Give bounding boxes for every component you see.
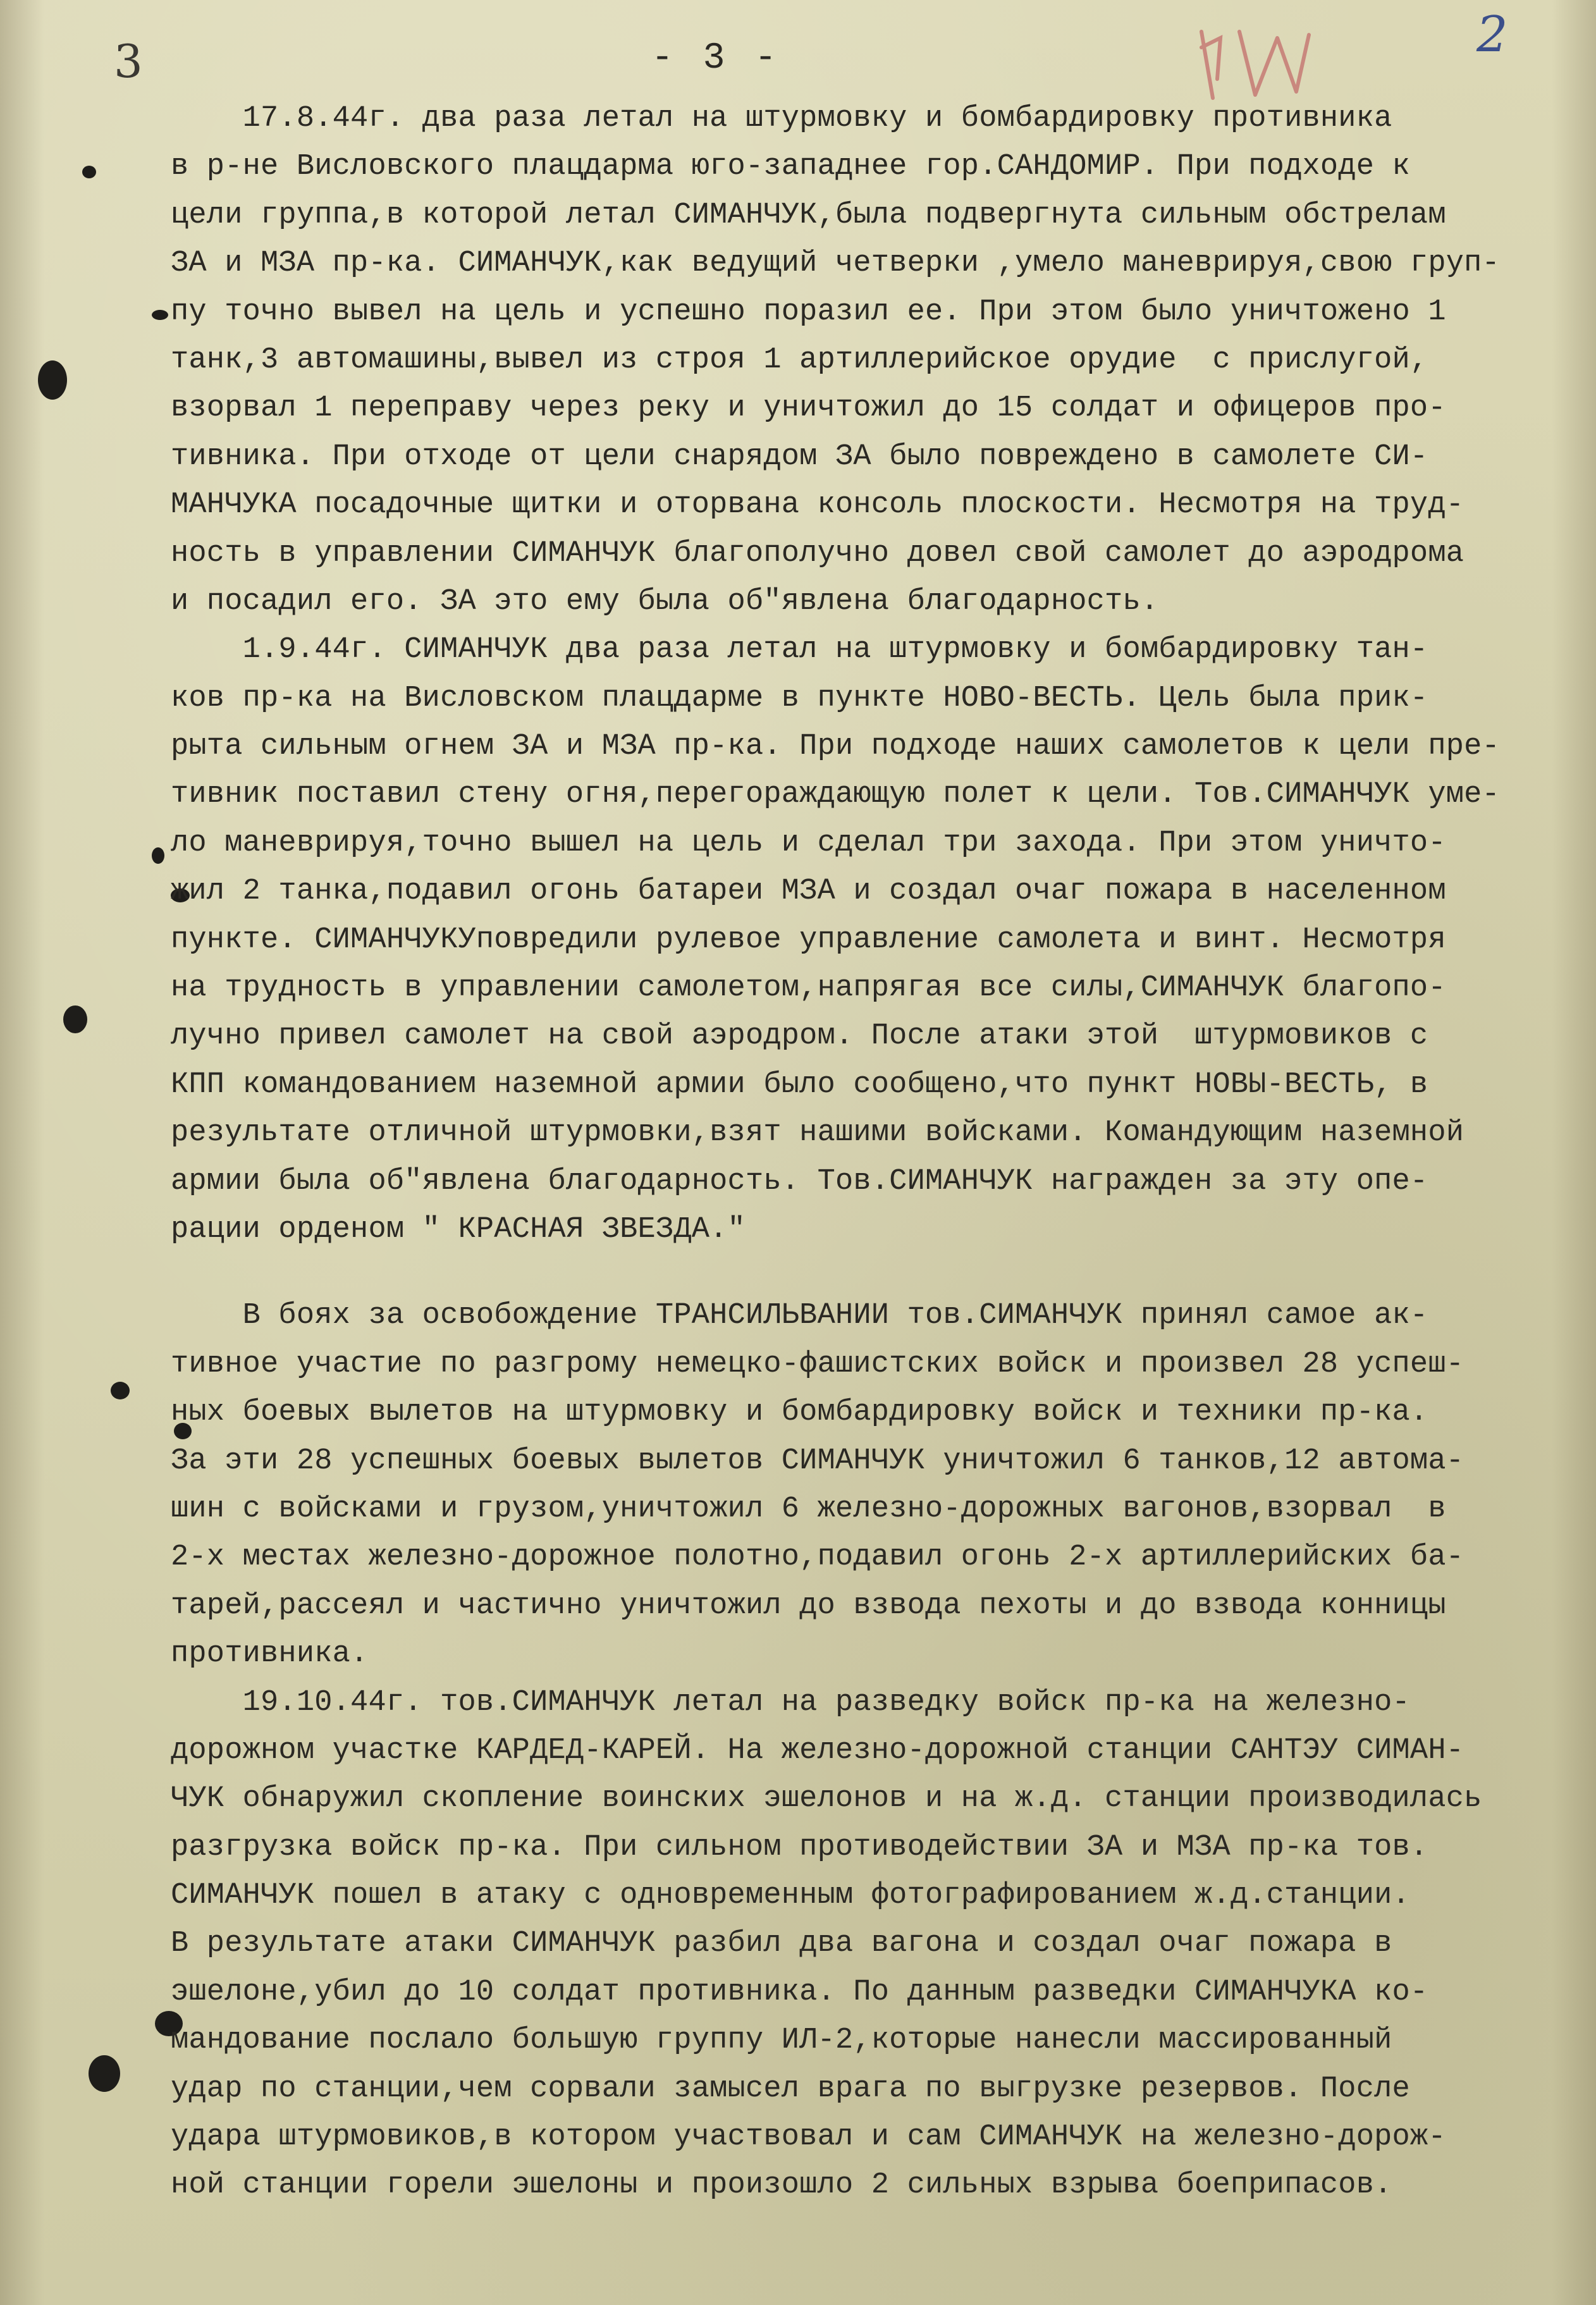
paragraph xyxy=(171,95,1575,626)
text-line: За эти 28 успешных боевых вылетов СИМАНЧУК уничтожил 6 танков,12 автома- xyxy=(171,1444,1464,1478)
text-line: эшелоне,убил до 10 солдат противника. По данным разведки СИМАНЧУКА ко- xyxy=(171,1975,1428,2009)
text-line: лучно привел самолет на свой аэродром. После атаки этой штурмовиков с xyxy=(171,1019,1428,1054)
text-line: тарей,рассеял и частично уничтожил до взвода пехоты и до взвода конницы xyxy=(171,1589,1446,1623)
binding-hole xyxy=(38,360,67,400)
handwritten-mark-icon xyxy=(1195,19,1315,108)
text-line: танк,3 автомашины,вывел из строя 1 артиллерийское орудие с прислугой, xyxy=(171,343,1428,377)
text-line: тивное участие по разгрому немецко-фашистских войск и произвел 28 успеш- xyxy=(171,1347,1464,1381)
text-line: пу точно вывел на цель и успешно поразил ее. При этом было уничтожено 1 xyxy=(171,295,1446,329)
text-line: КПП командованием наземной армии было сообщено,что пункт НОВЫ-ВЕСТЬ, в xyxy=(171,1067,1428,1102)
text-line: армии была об"явлена благодарность. Тов.СИМАНЧУК награжден за эту опе- xyxy=(171,1164,1428,1198)
handwritten-folio-number: 2 xyxy=(1476,6,1508,63)
text-line: рации орденом " КРАСНАЯ ЗВЕЗДА." xyxy=(171,1212,746,1246)
archive-sheet-number: 3 xyxy=(114,35,143,88)
text-line: разгрузка войск пр-ка. При сильном противодействии ЗА и МЗА пр-ка тов. xyxy=(171,1830,1428,1864)
text-line: противника. xyxy=(171,1637,369,1671)
binding-hole xyxy=(152,847,164,864)
text-line: ЧУК обнаружил скопление воинских эшелонов и на ж.д. станции производилась xyxy=(171,1782,1482,1816)
text-line: ков пр-ка на Висловском плацдарме в пункте НОВО-ВЕСТЬ. Цель была прик- xyxy=(171,681,1428,715)
page-number: - 3 - xyxy=(651,38,781,79)
text-line: рыта сильным огнем ЗА и МЗА пр-ка. При подходе наших самолетов к цели пре- xyxy=(171,730,1500,764)
binding-hole xyxy=(152,310,168,320)
text-line: удара штурмовиков,в котором участвовал и сам СИМАНЧУК на железно-дорож- xyxy=(171,2120,1446,2154)
binding-hole xyxy=(63,1005,87,1033)
text-line: и посадил его. ЗА это ему была об"явлена благодарность. xyxy=(171,584,1159,618)
text-line: на трудность в управлении самолетом,напрягая все силы,СИМАНЧУК благопо- xyxy=(171,971,1446,1005)
text-line: удар по станции,чем сорвали замысел врага по выгрузке резервов. После xyxy=(171,2072,1410,2106)
text-line: ной станции горели эшелоны и произошло 2 сильных взрыва боеприпасов. xyxy=(171,2168,1392,2203)
text-line: В боях за освобождение ТРАНСИЛЬВАНИИ тов.СИМАНЧУК принял самое ак- xyxy=(171,1299,1428,1333)
text-line: тивник поставил стену огня,перегораждающую полет к цели. Тов.СИМАНЧУК уме- xyxy=(171,778,1500,812)
text-line: мандование послало большую группу ИЛ-2,которые нанесли массированный xyxy=(171,2024,1392,2058)
document-body xyxy=(171,95,1575,2210)
text-line: В результате атаки СИМАНЧУК разбил два вагона и создал очаг пожара в xyxy=(171,1927,1392,1961)
text-line: цели группа,в которой летал СИМАНЧУК,была подвергнута сильным обстрелам xyxy=(171,198,1446,232)
binding-hole xyxy=(89,2055,120,2092)
text-line: в р-не Висловского плацдарма юго-западнее гор.САНДОМИР. При подходе к xyxy=(171,150,1410,184)
text-line: жил 2 танка,подавил огонь батареи МЗА и создал очаг пожара в населенном xyxy=(171,875,1446,909)
text-line: СИМАНЧУК пошел в атаку с одновременным фотографированием ж.д.станции. xyxy=(171,1879,1410,1913)
paragraph xyxy=(171,1679,1575,2210)
text-line: ло маневрируя,точно вышел на цель и сделал три захода. При этом уничто- xyxy=(171,826,1446,860)
paragraph-gap xyxy=(171,1254,1575,1292)
text-line: ных боевых вылетов на штурмовку и бомбардировку войск и техники пр-ка. xyxy=(171,1396,1428,1430)
binding-hole xyxy=(82,166,96,178)
binding-hole xyxy=(111,1382,130,1399)
text-line: ЗА и МЗА пр-ка. СИМАНЧУК,как ведущий четверки ,умело маневрируя,свою груп- xyxy=(171,247,1500,281)
text-line: 2-х местах железно-дорожное полотно,подавил огонь 2-х артиллерийских ба- xyxy=(171,1540,1464,1575)
text-line: тивника. При отходе от цели снарядом ЗА было повреждено в самолете СИ- xyxy=(171,439,1428,474)
text-line: шин с войсками и грузом,уничтожил 6 железно-дорожных вагонов,взорвал в xyxy=(171,1492,1446,1526)
text-line: ность в управлении СИМАНЧУК благополучно довел свой самолет до аэродрома xyxy=(171,536,1464,570)
page-edge-left xyxy=(0,0,44,2305)
text-line: МАНЧУКА посадочные щитки и оторвана консоль плоскости. Несмотря на труд- xyxy=(171,488,1464,522)
text-line: 17.8.44г. два раза летал на штурмовку и бомбардировку противника xyxy=(171,102,1392,135)
text-line: 19.10.44г. тов.СИМАНЧУК летал на разведку войск пр-ка на железно- xyxy=(171,1685,1410,1719)
text-line: пункте. СИМАНЧУКУповредили рулевое управление самолета и винт. Несмотря xyxy=(171,923,1446,957)
text-line: дорожном участке КАРДЕД-КАРЕЙ. На железно-дорожной станции САНТЭУ СИМАН- xyxy=(171,1733,1464,1767)
text-line: 1.9.44г. СИМАНЧУК два раза летал на штурмовку и бомбардировку тан- xyxy=(171,633,1428,667)
text-line: результате отличной штурмовки,взят нашими войсками. Командующим наземной xyxy=(171,1116,1464,1150)
text-line: взорвал 1 переправу через реку и уничтожил до 15 солдат и офицеров про- xyxy=(171,391,1446,426)
paragraph xyxy=(171,626,1575,1254)
paragraph xyxy=(171,1292,1575,1678)
